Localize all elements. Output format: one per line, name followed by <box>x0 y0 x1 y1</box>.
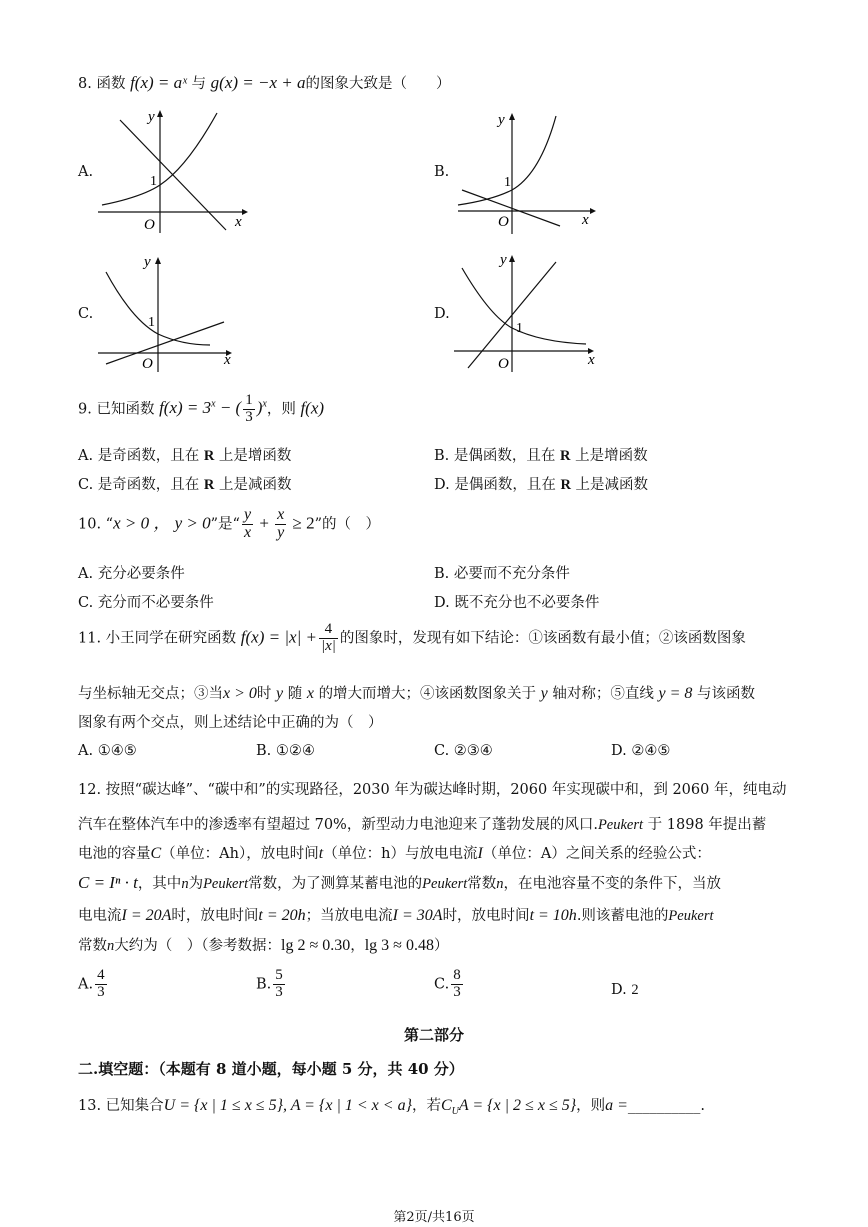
exp-curve <box>462 268 586 344</box>
q10-option-a[interactable]: A. 充分必要条件 <box>78 566 185 582</box>
label-one: 1 <box>516 321 523 336</box>
q12-option-b[interactable]: B. $\frac{5}{3}$ <box>256 967 283 1000</box>
q11-stem-line1: 11. 小王同学在研究函数 f(x) = |x| + $\frac{4}{|x|}$ 的图象时，发现有如下结论：①该函数有最小值；②该函数图象 <box>78 621 746 654</box>
q8-graph-a[interactable] <box>92 105 252 235</box>
label-y: y <box>148 109 155 125</box>
q8-stem: 8. 函数 f(x) = aˣ 与 g(x) = −x + a的图象大致是（ ） <box>78 73 451 92</box>
answer-blank[interactable]: __________. <box>627 1098 706 1114</box>
label-x: x <box>582 212 589 228</box>
q12-option-d[interactable]: D. 2 <box>611 982 639 998</box>
q11-stem-line3: 图象有两个交点，则上述结论中正确的为（ ） <box>78 715 383 731</box>
label-x: x <box>588 352 595 368</box>
y-axis-arrow <box>157 110 163 117</box>
q12-line5: 电电流I = 20A时，放电时间t = 20h；当放电电流I = 30A时，放电时间t = 10h.则该蓄电池的Peukert <box>78 907 714 924</box>
label-origin: O <box>498 356 509 372</box>
q8-graph-d[interactable] <box>450 248 602 376</box>
y-axis-arrow <box>155 257 161 264</box>
y-axis-arrow <box>509 255 515 262</box>
q11-option-a[interactable]: A. ①④⑤ <box>78 743 137 759</box>
label-origin: O <box>498 214 509 230</box>
q8-option-c-label[interactable]: C. <box>78 306 94 322</box>
page-footer: 第2页/共16页 <box>393 1210 475 1225</box>
q10-stem: 10. “x > 0 ， y > 0”是“ $\frac{y}{x}$ + $\frac{x}{y}$ ≥ 2”的（ ） <box>78 506 381 541</box>
part-heading: 第二部分 <box>403 1026 464 1044</box>
section-heading: 二.填空题：（本题有 8 道小题，每小题 5 分，共 40 分） <box>78 1060 464 1078</box>
q12-line1: 12. 按照“碳达峰”、“碳中和”的实现路径，2030 年为碳达峰时期，2060 年实现碳中和，到 2060 年，纯电动 <box>78 782 787 798</box>
label-one: 1 <box>150 174 157 189</box>
q8-graph-c[interactable] <box>92 250 242 375</box>
q12-option-c[interactable]: C. $\frac{8}{3}$ <box>434 967 461 1000</box>
exp-curve <box>458 116 556 205</box>
label-y: y <box>498 112 505 128</box>
q10-option-d[interactable]: D. 既不充分也不必要条件 <box>434 595 600 611</box>
label-one: 1 <box>504 175 511 190</box>
q9-option-b[interactable]: B. 是偶函数，且在 R 上是增函数 <box>434 448 648 464</box>
label-x: x <box>235 214 242 230</box>
line-g <box>120 120 226 230</box>
x-axis-arrow <box>242 209 248 215</box>
q12-line4: C = Iⁿ · t，其中n为Peukert常数，为了测算某蓄电池的Peukert常数n，在电池容量不变的条件下，当放 <box>78 873 721 892</box>
q11-option-c[interactable]: C. ②③④ <box>434 743 493 759</box>
q12-option-a[interactable]: A. $\frac{4}{3}$ <box>78 967 105 1000</box>
q12-line2: 汽车在整体汽车中的渗透率有望超过 70%，新型动力电池迎来了蓬勃发展的风口.Peukert 于 1898 年提出蓄 <box>78 817 767 833</box>
label-origin: O <box>144 217 155 233</box>
label-y: y <box>500 252 507 268</box>
q8-option-b-label[interactable]: B. <box>434 164 450 180</box>
q11-option-d[interactable]: D. ②④⑤ <box>611 743 671 759</box>
q8-option-a-label[interactable]: A. <box>78 164 94 180</box>
line-g <box>106 322 224 364</box>
label-origin: O <box>142 356 153 372</box>
y-axis-arrow <box>509 113 515 120</box>
line-g <box>462 190 560 226</box>
q12-line6: 常数n大约为（ ）（参考数据：lg 2 ≈ 0.30，lg 3 ≈ 0.48） <box>78 937 449 954</box>
q9-option-d[interactable]: D. 是偶函数，且在 R 上是减函数 <box>434 477 649 493</box>
label-y: y <box>144 254 151 270</box>
label-one: 1 <box>148 315 155 330</box>
q9-stem: 9. 已知函数 $f(x) = 3^x$ − ( $\frac{1}{3}$ )$^x$，则 f(x) <box>78 392 325 425</box>
q12-line3: 电池的容量C（单位：Ah），放电时间t（单位：h）与放电电流I（单位：A）之间关系的经验公式： <box>78 845 711 862</box>
q13-stem: 13. 已知集合U = {x | 1 ≤ x ≤ 5}, A = {x | 1 < x < a}，若$C_UA = \{x$ | 2 ≤ x ≤ 5}，则a =__________. <box>78 1097 706 1117</box>
q10-option-b[interactable]: B. 必要而不充分条件 <box>434 566 570 582</box>
label-x: x <box>224 352 231 368</box>
q8-option-d-label[interactable]: D. <box>434 306 450 322</box>
q9-option-a[interactable]: A. 是奇函数，且在 R 上是增函数 <box>78 448 292 464</box>
q10-option-c[interactable]: C. 充分而不必要条件 <box>78 595 214 611</box>
x-axis-arrow <box>590 208 596 214</box>
q8-graph-b[interactable] <box>452 108 602 236</box>
q11-stem-line2: 与坐标轴无交点；③当x > 0时 y 随 x 的增大而增大；④该函数图象关于 y 轴对称；⑤直线 y = 8 与该函数 <box>78 685 756 702</box>
q9-option-c[interactable]: C. 是奇函数，且在 R 上是减函数 <box>78 477 292 493</box>
q11-option-b[interactable]: B. ①②④ <box>256 743 315 759</box>
